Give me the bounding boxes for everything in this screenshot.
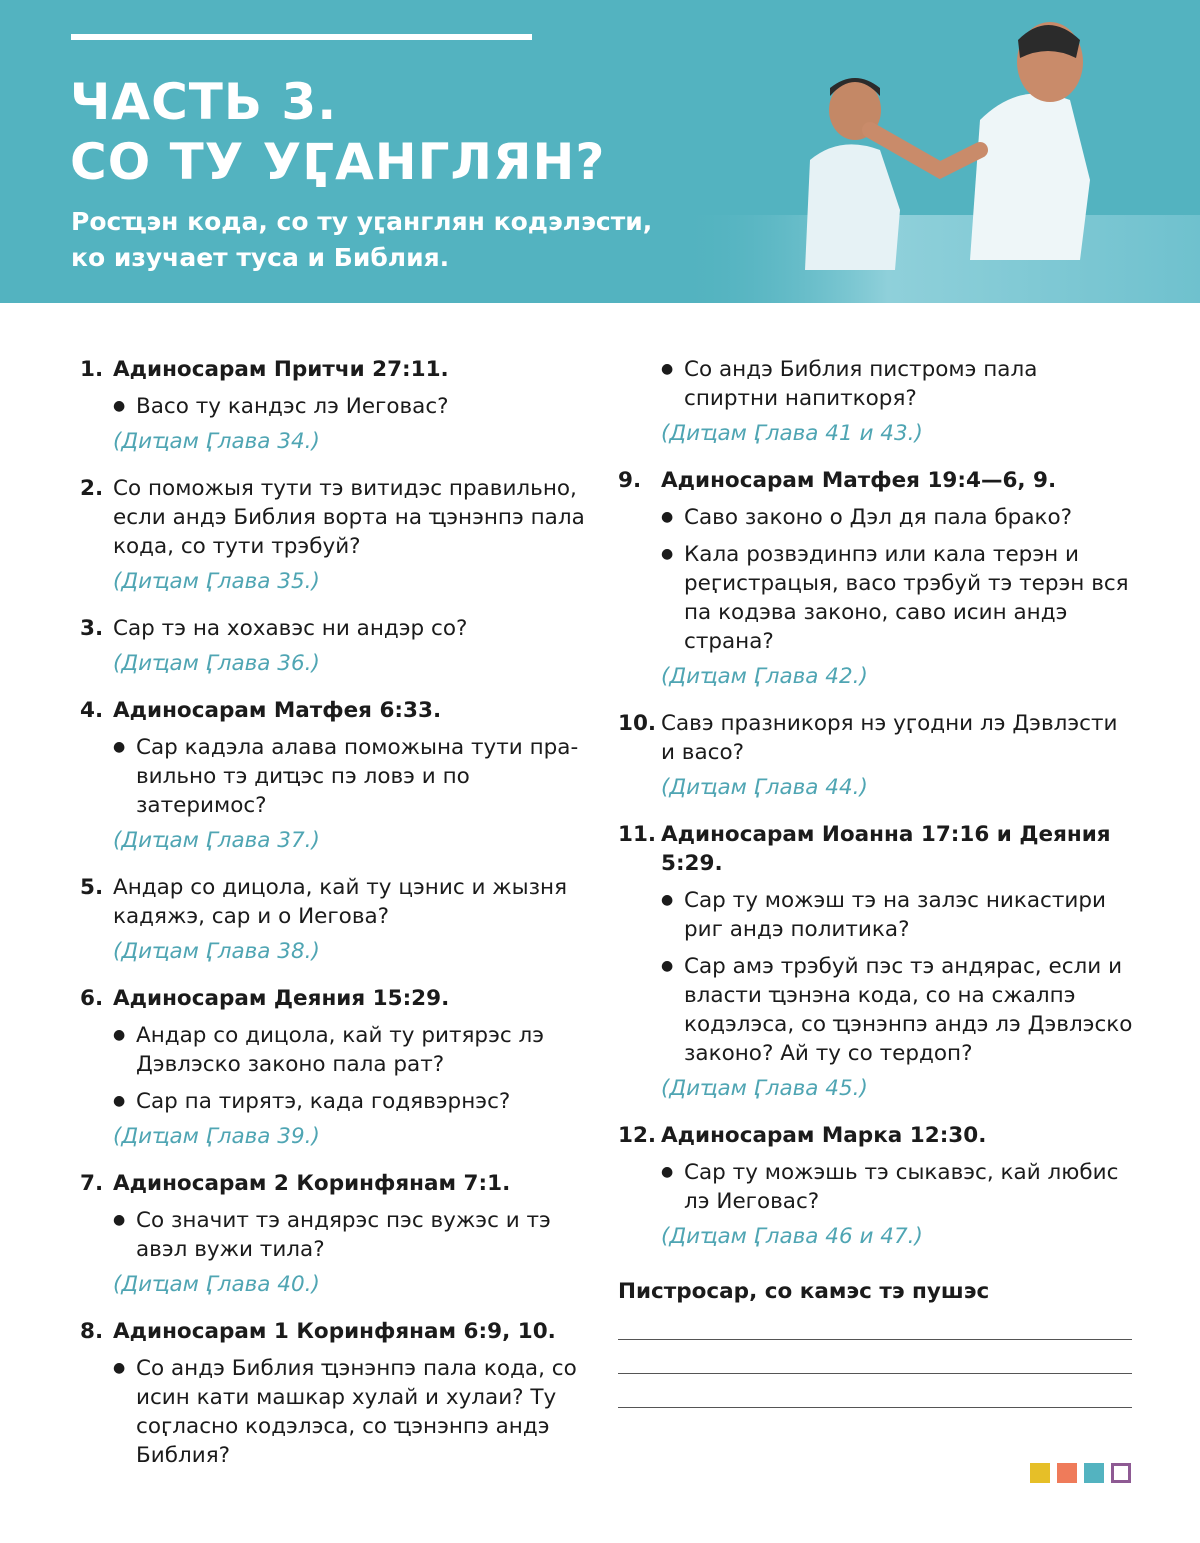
bullet-question: ● Сар па тирятэ, када годявэрнэс? [113,1087,600,1116]
page-subtitle [71,204,652,276]
question-number: 1. [80,357,104,382]
question-item [618,1121,1138,1251]
left-column [80,355,600,1488]
question-text: Адиносарам Притчи 27:11. [113,357,449,382]
baptism-illustration [680,0,1200,303]
subtitle-line: ко изучает туса и Библия. [71,243,450,272]
bullet-question: ● Сар амэ трэбуй пэс тэ андярас, если и власти ҵэнэна кода, со на сжалпэ кодэлэса, со ҵэнэнпэ андэ лэ Дэвлэско законо? Ай ту со тердоп? [661,952,1138,1068]
question-text: Адиносарам Матфея 6:33. [113,698,442,723]
question-text: Адиносарам 2 Коринфянам 7:1. [113,1171,511,1196]
question-item [80,474,600,596]
bullet-question: ● Сар кадэла алава поможына тути правильно тэ диҵэс пэ ловэ и по затеримос? [113,733,600,820]
question-number: 11. [618,822,657,847]
question-item [618,820,1138,1103]
reference-link[interactable]: (Диҵам Ӷлава 39.) [113,1124,320,1149]
bullet-question: ● Андар со дицола, кай ту ритярэс лэ Дэвлэско законо пала рат? [113,1021,600,1079]
question-text: Адиносарам 1 Коринфянам 6:9, 10. [113,1319,556,1344]
question-number: 4. [80,698,104,723]
color-square-teal [1084,1463,1104,1483]
question-number: 10. [618,711,657,736]
question-text: Адиносарам Марка 12:30. [661,1123,987,1148]
question-item [80,614,600,678]
answer-section-title: Пистросар, со камэс тэ пушэс [618,1279,990,1304]
question-item [80,696,600,855]
reference-link[interactable]: (Диҵам Ӷлава 45.) [661,1076,868,1101]
right-column [618,355,1138,1408]
reference-link[interactable]: (Диҵам Ӷлава 36.) [113,651,320,676]
bullet-question: ● Кала розвэдинпэ или кала терэн и реӷистрацыя, васо трэбуй тэ терэн вся па кодэва законо, саво исин андэ страна? [661,540,1138,656]
answer-line[interactable] [618,1407,1132,1408]
color-square-outline [1111,1463,1131,1483]
header-banner [0,0,1200,303]
reference-link[interactable]: (Диҵам Ӷлава 38.) [113,939,320,964]
subtitle-line: Росҵэн кода, со ту уӷанглян кодэлэсти, [71,207,653,236]
color-square-yellow [1030,1463,1050,1483]
color-square-orange [1057,1463,1077,1483]
reference-link[interactable]: (Диҵам Ӷлава 44.) [661,775,868,800]
question-text: Адиносарам Матфея 19:4—6, 9. [661,468,1057,493]
bullet-question: ● Со андэ Библия пистромэ пала спиртни напиткоря? [661,355,1138,413]
question-item [80,984,600,1151]
reference-link[interactable]: (Диҵам Ӷлава 40.) [113,1272,320,1297]
question-number: 8. [80,1319,104,1344]
answer-line[interactable] [618,1339,1132,1340]
question-number: 12. [618,1123,657,1148]
question-continuation [618,355,1138,448]
question-item [618,466,1138,691]
question-number: 3. [80,616,104,641]
reference-link[interactable]: (Диҵам Ӷлава 41 и 43.) [661,421,923,446]
bullet-question: ● Со андэ Библия ҵэнэнпэ пала кода, со исин кати машкар хулай и хулаи? Ту соӷласно кодэлэса, со ҵэнэнпэ андэ Библия? [113,1354,600,1470]
question-item [80,355,600,456]
reference-link[interactable]: (Диҵам Ӷлава 46 и 47.) [661,1224,923,1249]
question-text: Адиносарам Деяния 15:29. [113,986,450,1011]
question-text: Сар тэ на хохавэс ни андэр со? [113,616,468,641]
reference-link[interactable]: (Диҵам Ӷлава 35.) [113,569,320,594]
bullet-question: ● Васо ту кандэс лэ Иеговас? [113,392,600,421]
question-text: Со поможыя тути тэ витидэс правильно, если андэ Библия ворта на ҵэнэнпэ пала кода, со тути трэбуй? [113,476,585,559]
bullet-question: ● Со значит тэ андярэс пэс вужэс и тэ авэл вужи тила? [113,1206,600,1264]
bullet-question: ● Саво законо о Дэл дя пала брако? [661,503,1138,532]
reference-link[interactable]: (Диҵам Ӷлава 37.) [113,828,320,853]
question-number: 7. [80,1171,104,1196]
title-line: СО ТУ УӶАНГЛЯН? [70,133,606,191]
reference-link[interactable]: (Диҵам Ӷлава 42.) [661,664,868,689]
question-text: Адиносарам Иоанна 17:16 и Деяния 5:29. [661,822,1111,876]
question-number: 5. [80,875,104,900]
answer-line[interactable] [618,1373,1132,1374]
question-item [618,709,1138,802]
question-item [80,873,600,966]
question-text: Савэ празникоря нэ уӷодни лэ Дэвлэсти и васо? [661,711,1118,765]
title-line: ЧАСТЬ 3. [70,73,338,131]
question-item [80,1169,600,1299]
bullet-question: ● Сар ту можэш тэ на залэс никастири риг андэ политика? [661,886,1138,944]
question-number: 2. [80,476,104,501]
question-item [80,1317,600,1470]
question-number: 6. [80,986,104,1011]
question-number: 9. [618,468,642,493]
page-title [70,72,605,192]
header-rule [71,34,532,40]
reference-link[interactable]: (Диҵам Ӷлава 34.) [113,429,320,454]
bullet-question: ● Сар ту можэшь тэ сыкавэс, кай любис лэ Иеговас? [661,1158,1138,1216]
question-text: Андар со дицола, кай ту цэнис и жызня кадяжэ, сар и о Иегова? [113,875,568,929]
